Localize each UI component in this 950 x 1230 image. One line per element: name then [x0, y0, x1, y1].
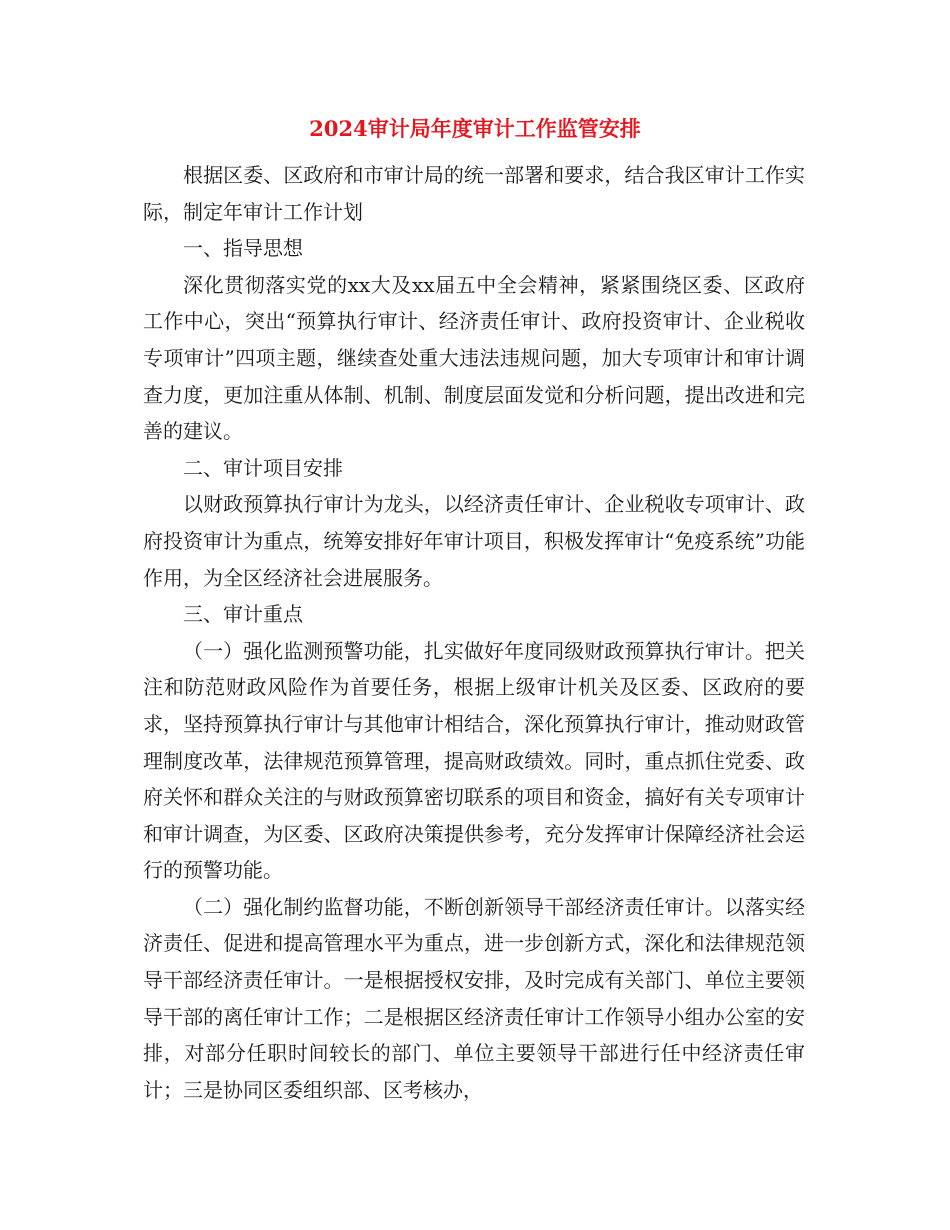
section-paragraph: （二）强化制约监督功能，不断创新领导干部经济责任审计。以落实经济责任、促进和提高管理水平为重点，进一步创新方式，深化和法律规范领导干部经济责任审计。一是根据授权安排，及时完成有关部门、单位主要领导干部的离任审计工作；二是根据区经济责任审计工作领导小组办公室的安排，对部分任职时间较长的部门、单位主要领导干部进行任中经济责任审计；三是协同区委组织部、区考核办， — [143, 894, 805, 1102]
intro-paragraph: 根据区委、区政府和市审计局的统一部署和要求，结合我区审计工作实际，制定年审计工作计划 — [143, 163, 805, 224]
section-paragraph: （一）强化监测预警功能，扎实做好年度同级财政预算执行审计。把关注和防范财政风险作为首要任务，根据上级审计机关及区委、区政府的要求，坚持预算执行审计与其他审计相结合，深化预算执行审计，推动财政管理制度改革，法律规范预算管理，提高财政绩效。同时，重点抓住党委、政府关怀和群众关注的与财政预算密切联系的项目和资金，搞好有关专项审计和审计调查，为区委、区政府决策提供参考，充分发挥审计保障经济社会运行的预警功能。 — [143, 638, 805, 883]
document-title: 2024审计局年度审计工作监管安排 — [309, 116, 641, 141]
section-heading-audit-focus: 三、审计重点 — [183, 602, 303, 627]
section-heading-guiding-thought: 一、指导思想 — [183, 236, 303, 261]
section-paragraph: 以财政预算执行审计为龙头，以经济责任审计、企业税收专项审计、政府投资审计为重点，统筹安排好年审计项目，积极发挥审计“免疫系统”功能作用，为全区经济社会进展服务。 — [143, 492, 805, 590]
section-heading-project-arrangement: 二、审计项目安排 — [183, 455, 343, 480]
document-body — [143, 157, 805, 1108]
section-paragraph: 深化贯彻落实党的xx大及xx届五中全会精神，紧紧围绕区委、区政府工作中心，突出“预算执行审计、经济责任审计、政府投资审计、企业税收专项审计”四项主题，继续查处重大违法违规问题，加大专项审计和审计调查力度，更加注重从体制、机制、制度层面发觉和分析问题，提出改进和完善的建议。 — [143, 272, 805, 444]
